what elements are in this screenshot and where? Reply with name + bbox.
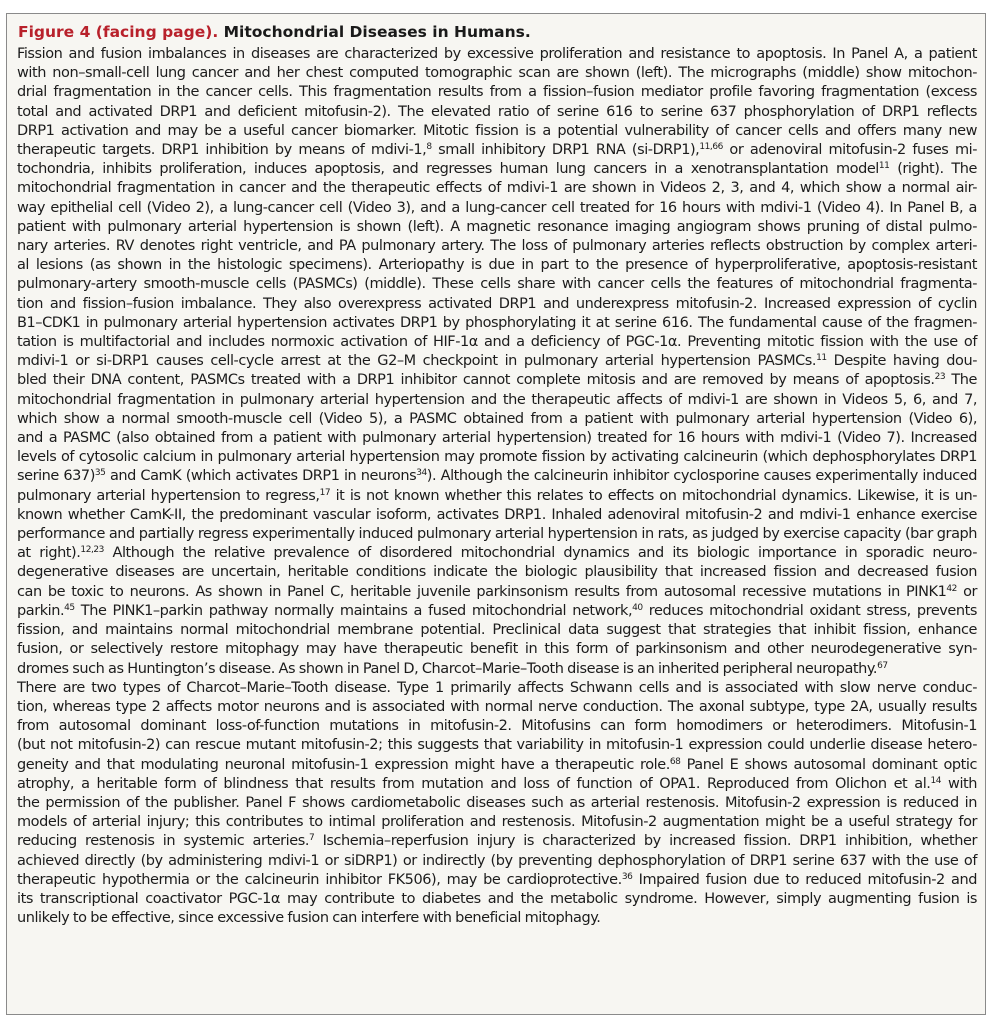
caption-line — [17, 487, 977, 506]
caption-line — [17, 756, 977, 775]
caption-text-run: ). Although the calcineurin inhibitor cyclosporine causes experimentally induced — [426, 468, 977, 485]
caption-text-run: mdivi-1 or si-DRP1 causes cell-cycle arrest at the G2–M checkpoint in pulmonary arterial hypertension PASMCs. — [17, 353, 817, 370]
reference-superscript: 8 — [426, 142, 432, 153]
caption-line — [17, 794, 977, 813]
caption-text-run: al lesions (as shown in the histologic specimens). Arteriopathy is due in part to the presence of hyperproliferative, apoptosis-resistant — [17, 257, 977, 274]
caption-line — [17, 698, 977, 717]
caption-text-run: serine 637) — [17, 468, 95, 485]
figure-label: Figure 4 (facing page). — [18, 23, 219, 41]
caption-line — [17, 295, 977, 314]
caption-text-run: dromes such as Huntington’s disease. As shown in Panel D, Charcot–Marie–Tooth disease is an inherited peripheral neuropathy. — [17, 660, 878, 677]
reference-superscript: 12,23 — [80, 545, 104, 556]
reference-superscript: 42 — [946, 583, 957, 594]
caption-line — [17, 391, 977, 410]
caption-text-run: with — [941, 775, 978, 792]
caption-text-run: achieved directly (by administering mdivi-1 or siDRP1) or indirectly (by preventing dephosphorylation of DRP1 serine 637 with the use of — [17, 852, 977, 869]
caption-text-run: reduces mitochondrial oxidant stress, prevents — [642, 602, 977, 619]
caption-line — [17, 160, 977, 179]
caption-line — [17, 141, 977, 160]
caption-line — [17, 410, 977, 429]
caption-text-run: mitochondrial fragmentation in pulmonary arterial hypertension and the therapeutic affects of mdivi-1 are shown in Videos 5, 6, and 7, — [17, 391, 977, 408]
caption-line — [17, 602, 977, 621]
reference-superscript: 68 — [669, 756, 681, 767]
caption-text-run: parkin. — [17, 602, 65, 619]
caption-text-run: degenerative diseases are uncertain, heritable conditions indicate the biologic plausibility that increased fission and decreased fusion — [17, 564, 977, 581]
caption-text-run: The — [945, 372, 978, 389]
figure-title: Mitochondrial Diseases in Humans. — [218, 23, 531, 41]
reference-superscript: 11 — [878, 161, 890, 172]
caption-text-run: its transcriptional coactivator PGC-1α may contribute to diabetes and the metabolic syndrome. However, simply augmenting fusion is — [17, 890, 977, 907]
caption-text-run: performance and partially regress experimentally induced pulmonary arterial hypertension in rats, as judged by exercise capacity (bar graph — [17, 526, 977, 543]
caption-text-run: Fission and fusion imbalances in diseases are characterized by excessive proliferation and resistance to apoptosis. In Panel A, a patient — [17, 46, 977, 62]
caption-line — [17, 621, 977, 640]
caption-line — [17, 640, 977, 659]
caption-line — [17, 448, 977, 467]
caption-text-run: pulmonary arterial hypertension to regress, — [17, 487, 320, 504]
caption-line — [17, 890, 977, 909]
caption-text-run: fission, and maintains normal mitochondrial membrane potential. Preclinical data suggest that strategies that inhibit fission, enhance — [17, 622, 977, 639]
caption-text-run: or adenoviral mitofusin-2 fuses mi- — [722, 142, 977, 159]
caption-line — [17, 275, 977, 294]
caption-text-run: with non–small-cell lung cancer and her chest computed tomographic scan are shown (left). The micrographs (middle) show mitochon- — [17, 65, 977, 82]
caption-line — [17, 871, 977, 890]
caption-line — [17, 179, 977, 198]
caption-text-run: therapeutic hypothermia or the calcineurin inhibitor FK506), may be cardioprotective. — [17, 871, 622, 888]
caption-text-run: Despite having dou- — [826, 353, 977, 370]
caption-line — [17, 314, 977, 333]
caption-text-run: at right). — [17, 545, 81, 562]
caption-line — [17, 64, 977, 83]
caption-text-run: Impaired fusion due to reduced mitofusin-2 and — [632, 871, 977, 888]
reference-superscript: 35 — [94, 468, 106, 479]
caption-text-run: There are two types of Charcot–Marie–Tooth disease. Type 1 primarily affects Schwann cells and is associated with slow nerve conduc- — [17, 679, 977, 696]
caption-line — [17, 717, 977, 736]
caption-line — [17, 256, 977, 275]
caption-line — [17, 218, 977, 237]
caption-line — [17, 852, 977, 871]
caption-text-run: The PINK1–parkin pathway normally maintains a fused mitochondrial network, — [74, 602, 633, 619]
caption-text-run: bled their DNA content, PASMCs treated with a DRP1 inhibitor cannot complete mitosis and are removed by means of apoptosis. — [17, 372, 935, 389]
caption-text-run: and CamK (which activates DRP1 in neurons — [105, 468, 417, 485]
caption-text-run: geneity and that modulating neuronal mitofusin-1 expression might have a therapeutic role. — [17, 756, 670, 773]
caption-text-run: small inhibitory DRP1 RNA (si-DRP1), — [431, 142, 700, 159]
reference-superscript: 14 — [930, 775, 942, 786]
caption-text-run: tation is multifactorial and includes normoxic activation of HIF-1α and a deficiency of PGC-1α. Preventing mitotic fission with the use of — [17, 334, 977, 351]
caption-line — [17, 544, 977, 563]
caption-line — [17, 679, 977, 698]
caption-text-run: Ischemia–reperfusion injury is characterized by increased fission. DRP1 inhibition, whether — [314, 833, 977, 850]
reference-superscript: 67 — [877, 660, 888, 671]
caption-text-run: Although the relative prevalence of disordered mitochondrial dynamics and its biologic importance in sporadic neuro- — [103, 545, 978, 562]
reference-superscript: 36 — [621, 871, 633, 882]
caption-text-run: therapeutic targets. DRP1 inhibition by means of mdivi-1, — [17, 142, 427, 159]
caption-line — [17, 506, 977, 525]
caption-text-run: (but not mitofusin-2) can rescue mutant mitofusin-2; this suggests that variability in mitofusin-1 expression could underlie disease hetero- — [17, 737, 977, 754]
caption-text-run: reducing restenosis in systemic arteries. — [17, 833, 309, 850]
caption-text-run: it is not known whether this relates to effects on mitochondrial dynamics. Likewise, it is un- — [330, 487, 978, 504]
caption-text-run: from autosomal dominant loss-of-function mutations in mitofusin-2. Mitofusins can form homodimers or heterodimers. Mitofusin-1 — [17, 718, 977, 735]
figure-heading — [18, 22, 986, 42]
caption-line — [17, 237, 977, 256]
caption-line — [17, 467, 977, 486]
reference-superscript: 34 — [416, 468, 427, 479]
caption-text-run: total and activated DRP1 and deficient mitofusin-2). The elevated ratio of serine 616 to serine 637 phosphorylation of DRP1 reflects — [17, 103, 977, 120]
caption-line — [17, 429, 977, 448]
caption-line — [17, 736, 977, 755]
caption-line — [17, 909, 977, 928]
caption-text-run: patient with pulmonary arterial hypertension is shown (left). A magnetic resonance imaging angiogram shows pruning of distal pulmo- — [17, 218, 977, 235]
caption-line — [17, 583, 977, 602]
caption-line — [17, 333, 977, 352]
caption-text-run: nary arteries. RV denotes right ventricle, and PA pulmonary artery. The loss of pulmonary arteries reflects obstruction by complex arteri- — [17, 238, 977, 255]
caption-line — [17, 563, 977, 582]
caption-text-run: Panel E shows autosomal dominant optic — [680, 756, 978, 773]
caption-line — [17, 352, 977, 371]
caption-line — [17, 371, 977, 390]
reference-superscript: 40 — [632, 602, 643, 613]
caption-text-run: tochondria, inhibits proliferation, induces apoptosis, and regresses human lung cancers in a xenotransplantation model — [17, 161, 879, 178]
reference-superscript: 11 — [816, 353, 827, 364]
caption-line — [17, 122, 977, 141]
caption-text-run: models of arterial injury; this contributes to intimal proliferation and restenosis. Mitofusin-2 augmentation might be a useful strategy for — [17, 814, 977, 831]
caption-line — [17, 832, 977, 851]
caption-line — [17, 775, 977, 794]
reference-superscript: 23 — [934, 372, 946, 383]
caption-line — [17, 45, 977, 64]
caption-text-run: pulmonary-artery smooth-muscle cells (PASMCs) (middle). These cells share with cancer cells the features of mitochondrial fragmenta- — [17, 276, 977, 293]
caption-text-run: mitochondrial fragmentation in cancer and the therapeutic effects of mdivi-1 are shown in Videos 2, 3, and 4, which show a normal air- — [17, 180, 977, 197]
caption-text-run: tion, whereas type 2 affects motor neurons and is associated with normal nerve conduction. The axonal subtype, type 2A, usually results — [17, 698, 977, 715]
caption-text-run: B1–CDK1 in pulmonary arterial hypertension activates DRP1 by phosphorylating it at serine 616. The fundamental cause of the fragmen- — [17, 314, 977, 331]
caption-text-run: and a PASMC (also obtained from a patient with pulmonary arterial hypertension) treated for 16 hours with mdivi-1 (Video 7). Increased — [17, 430, 977, 447]
caption-line — [17, 525, 977, 544]
caption-text-run: DRP1 activation and may be a useful cancer biomarker. Mitotic fission is a potential vulnerability of cancer cells and offers many new — [17, 122, 977, 139]
caption-text-run: (right). The — [889, 161, 977, 178]
reference-superscript: 17 — [319, 487, 331, 498]
figure-caption-text — [17, 45, 977, 928]
caption-line — [17, 813, 977, 832]
caption-line — [17, 660, 977, 679]
caption-text-run: which show a normal smooth-muscle cell (Video 5), a PASMC obtained from a patient with pulmonary arterial hypertension (Video 6), — [17, 410, 977, 427]
caption-text-run: the permission of the publisher. Panel F shows cardiometabolic diseases such as arterial restenosis. Mitofusin-2 expression is reduced in — [17, 794, 977, 811]
caption-text-run: levels of cytosolic calcium in pulmonary arterial hypertension may promote fission by activating calcineurin (which dephosphorylates DRP1 — [17, 449, 977, 466]
caption-line — [17, 199, 977, 218]
reference-superscript: 7 — [309, 833, 315, 844]
caption-line — [17, 103, 977, 122]
caption-text-run: atrophy, a heritable form of blindness that results from mutation and loss of function of OPA1. Reproduced from Olichon et al. — [17, 775, 931, 792]
caption-text-run: unlikely to be effective, since excessive fusion can interfere with beneficial mitophagy. — [17, 910, 601, 927]
caption-text-run: fusion, or selectively restore mitophagy may have therapeutic benefit in this form of parkinsonism and other neurodegenerative syn- — [17, 641, 977, 658]
caption-text-run: known whether CamK-II, the predominant vascular isoform, activates DRP1. Inhaled adenoviral mitofusin-2 and mdivi-1 enhance exercise — [17, 506, 977, 523]
caption-line — [17, 83, 977, 102]
caption-text-run: or — [956, 583, 978, 600]
caption-text-run: tion and fission–fusion imbalance. They also overexpress activated DRP1 and underexpress mitofusin-2. Increased expression of cyclin — [17, 295, 977, 312]
caption-text-run: way epithelial cell (Video 2), a lung-cancer cell (Video 3), and a lung-cancer cell treated for 16 hours with mdivi-1 (Video 4). In Panel B, a — [17, 199, 977, 216]
caption-text-run: drial fragmentation in the cancer cells. This fragmentation results from a fission–fusion mediator profile favoring fragmentation (excess — [17, 84, 977, 101]
caption-text-run: can be toxic to neurons. As shown in Panel C, heritable juvenile parkinsonism results from autosomal recessive mutations in PINK1 — [17, 583, 947, 600]
reference-superscript: 11,66 — [699, 142, 723, 153]
reference-superscript: 45 — [64, 602, 75, 613]
